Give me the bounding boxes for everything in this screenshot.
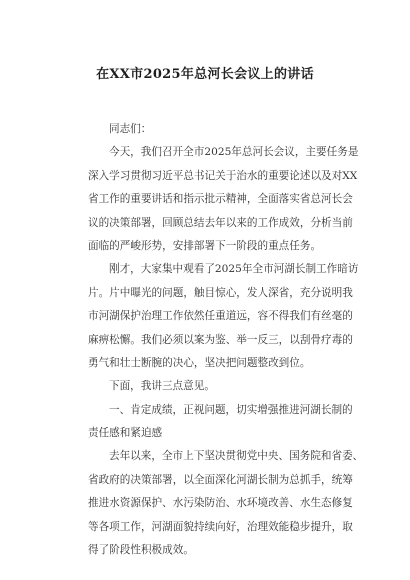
text-line: 推进水资源保护、水污染防治、水环境改善、水生态修复: [88, 497, 353, 510]
text-line: 责任感和紧迫感: [88, 427, 163, 440]
text-line: 市河湖保护治理工作依然任重道远，容不得我们有丝毫的: [88, 310, 353, 323]
document-title: 在XX市2025年总河长会议上的讲话: [96, 67, 314, 82]
text-line: 议的决策部署，回顾总结去年以来的工作成效，分析当前: [88, 216, 353, 229]
document-body: [88, 118, 364, 562]
text-line: 去年以来，全市上下坚决贯彻党中央、国务院和省委、: [109, 450, 364, 463]
text-line: 等各项工作，河湖面貌持续向好，治理效能稳步提升，取: [88, 520, 353, 533]
text-line: 下面，我讲三点意见。: [109, 380, 215, 393]
text-line: 得了阶段性积极成效。: [88, 544, 194, 557]
text-line: 麻痹松懈。我们必须以案为鉴、举一反三，以刮骨疗毒的: [88, 333, 353, 346]
text-line: 一、肯定成绩，正视问题，切实增强推进河湖长制的: [109, 403, 353, 416]
text-line: 省工作的重要讲话和指示批示精神，全面落实省总河长会: [88, 193, 353, 206]
text-line: 刚才，大家集中观看了2025年全市河湖长制工作暗访: [109, 263, 359, 276]
text-line: 片。片中曝光的问题，触目惊心，发人深省，充分说明我: [88, 286, 353, 299]
text-line: 同志们：: [109, 123, 152, 135]
text-line: 今天，我们召开全市2025年总河长会议，主要任务是: [109, 146, 359, 159]
text-line: 勇气和壮士断腕的决心，坚决把问题整改到位。: [88, 356, 311, 369]
text-line: 省政府的决策部署，以全面深化河湖长制为总抓手，统筹: [88, 473, 353, 486]
text-line: 深入学习贯彻习近平总书记关于治水的重要论述以及对XX: [88, 169, 358, 182]
text-line: 面临的严峻形势，安排部署下一阶段的重点任务。: [88, 239, 322, 252]
